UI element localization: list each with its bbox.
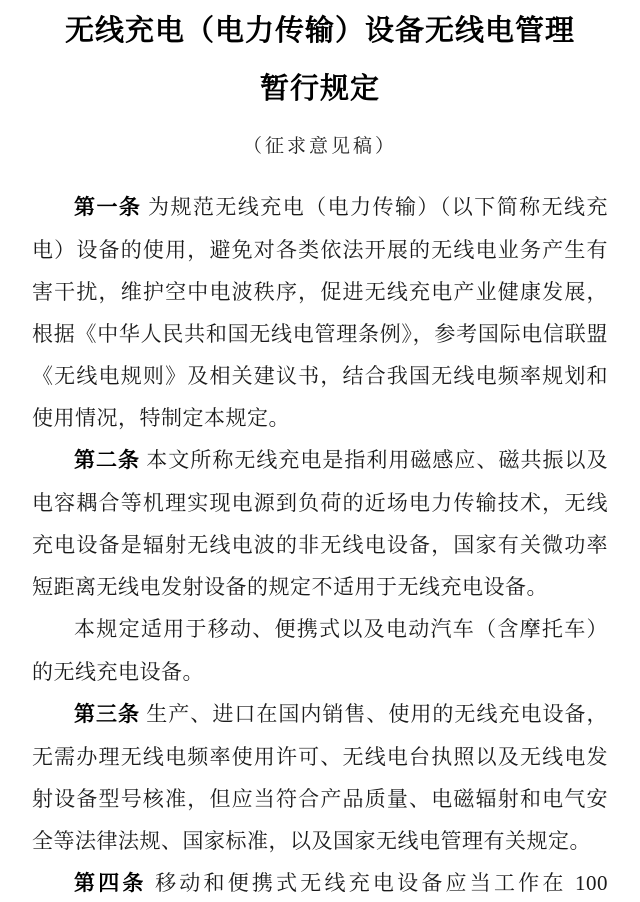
paragraph-article-3 <box>32 693 608 862</box>
document-subtitle: （征求意见稿） <box>242 136 397 157</box>
article-3-text: 生产、进口在国内销售、使用的无线充电设备，无需办理无线电频率使用许可、无线电台执照以及无线电发射设备型号核准，但应当符合产品质量、电磁辐射和电气安全等法律法规、国家标准，以及国家无线电管理有关规定。 <box>32 702 608 853</box>
title-line-2: 暂行规定 <box>259 73 380 105</box>
paragraph-article-1 <box>32 186 608 439</box>
document-body <box>32 186 608 902</box>
title-line-1: 无线充电（电力传输）设备无线电管理 <box>64 15 575 47</box>
article-3-label: 第三条 <box>74 703 141 726</box>
article-2-continuation-text: 本规定适用于移动、便携式以及电动汽车（含摩托车）的无线充电设备。 <box>32 617 608 684</box>
article-1-text: 为规范无线充电（电力传输）（以下简称无线充电）设备的使用，避免对各类依法开展的无线电业务产生有害干扰，维护空中电波秩序，促进无线充电产业健康发展，根据《中华人民共和国无线电管理条例》，参考国际电信联盟《无线电规则》及相关建议书，结合我国无线电频率规划和使用情况，特制定本规定。 <box>32 195 608 430</box>
article-2-label: 第二条 <box>74 449 141 472</box>
article-4-text: 移动和便携式无线充电设备应当工作在 100 <box>146 871 609 895</box>
paragraph-article-2-continuation <box>32 608 608 693</box>
document-title <box>32 2 608 118</box>
paragraph-article-2 <box>32 439 608 608</box>
article-2-text: 本文所称无线充电是指利用磁感应、磁共振以及电容耦合等机理实现电源到负荷的近场电力传输技术，无线充电设备是辐射无线电波的非无线电设备，国家有关微功率短距离无线电发射设备的规定不适用于无线充电设备。 <box>32 448 608 599</box>
article-1-label: 第一条 <box>74 196 142 219</box>
paragraph-article-4 <box>32 862 608 902</box>
article-4-label: 第四条 <box>74 872 147 895</box>
